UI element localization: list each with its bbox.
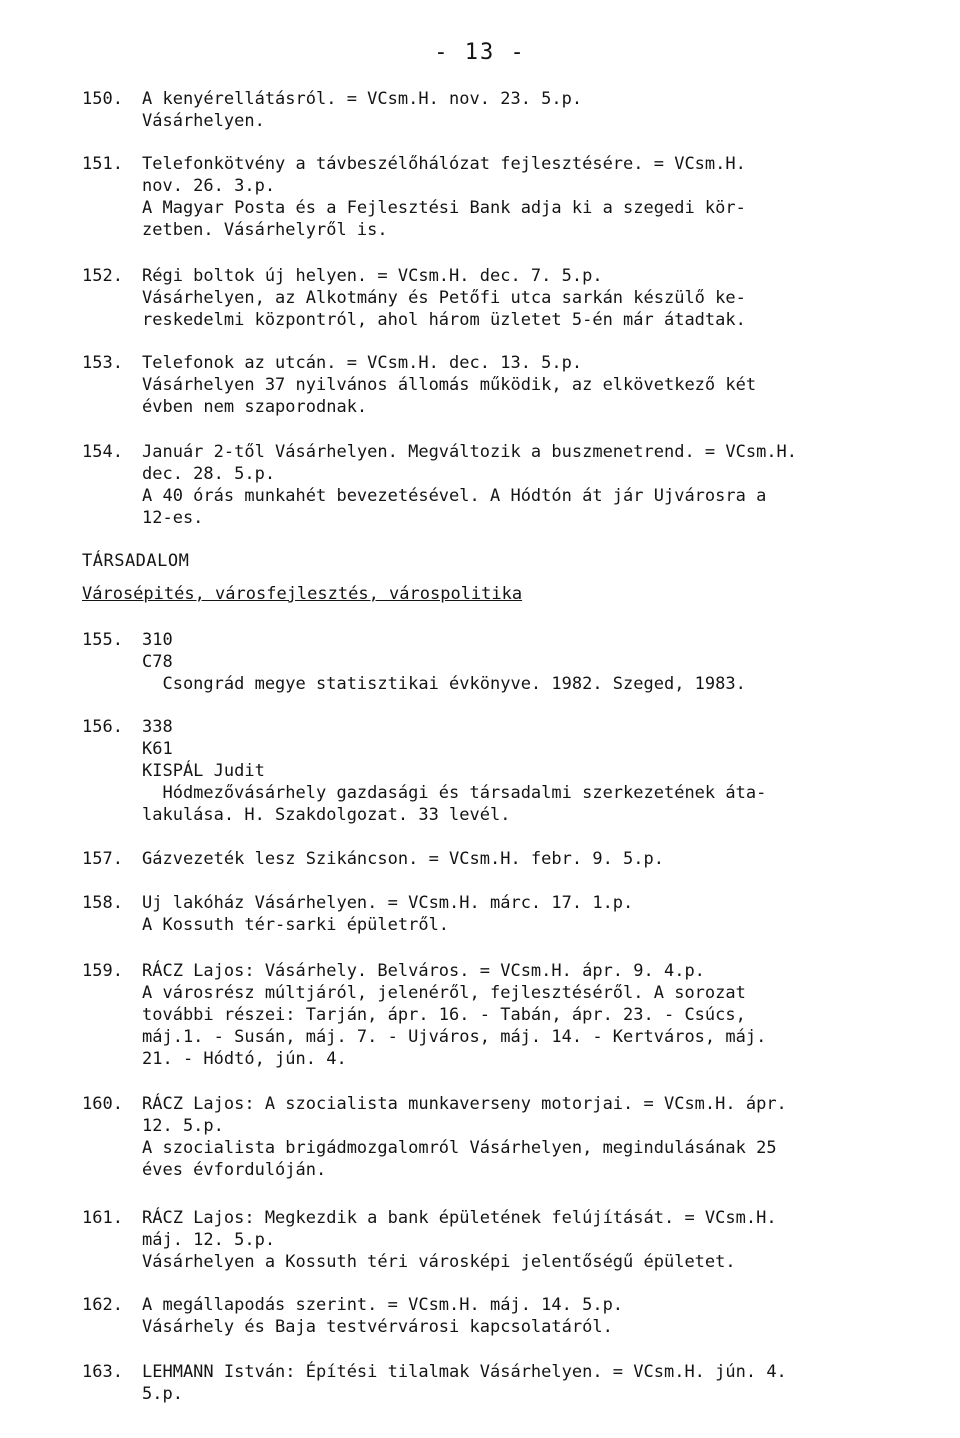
entry-number: 162. [82,1295,123,1315]
entry-number: 152. [82,266,123,286]
entry-line: A Kossuth tér-sarki épületről. [142,915,450,935]
entry-number: 154. [82,442,123,462]
entry-line: A Magyar Posta és a Fejlesztési Bank adja ki a szegedi kör- [142,198,746,218]
entry-number: 150. [82,89,123,109]
entry-body [142,848,922,870]
entry-line: K61 [142,739,173,759]
entry-line: reskedelmi központról, ahol három üzletet 5-én már átadtak. [142,310,746,330]
entry-line: Vásárhelyen, az Alkotmány és Petőfi utca sarkán készülő ke- [142,288,746,308]
entry-body [142,1207,922,1273]
entry-line: Uj lakóház Vásárhelyen. = VCsm.H. márc. 17. 1.p. [142,893,634,913]
entry-body [142,441,922,529]
entry-body [142,153,922,241]
entry-body [142,892,922,936]
entry-line: C78 [142,652,173,672]
entry-line: LEHMANN István: Építési tilalmak Vásárhelyen. = VCsm.H. jún. 4. [142,1362,787,1382]
entry-line: KISPÁL Judit [142,761,265,781]
entry-line: Vásárhely és Baja testvérvárosi kapcsolatáról. [142,1317,613,1337]
entry-body [142,352,922,418]
entry-body [142,1093,922,1181]
entry-line: A szocialista brigádmozgalomról Vásárhelyen, megindulásának 25 [142,1138,777,1158]
entry-line: RÁCZ Lajos: A szocialista munkaverseny motorjai. = VCsm.H. ápr. [142,1094,787,1114]
entry-body [142,88,922,132]
entry-line: A megállapodás szerint. = VCsm.H. máj. 14. 5.p. [142,1295,624,1315]
subsection-heading: Városépités, városfejlesztés, várospolitika [82,584,523,604]
entry-line: Vásárhelyen a Kossuth téri városképi jelentőségű épületet. [142,1252,736,1272]
entry-line: Régi boltok új helyen. = VCsm.H. dec. 7. 5.p. [142,266,603,286]
entry-line: Január 2-től Vásárhelyen. Megváltozik a buszmenetrend. = VCsm.H. [142,442,798,462]
page-number: - 13 - [434,40,526,65]
entry-line: évben nem szaporodnak. [142,397,368,417]
entry-line: zetben. Vásárhelyről is. [142,220,388,240]
entry-line: 12-es. [142,508,204,528]
entry-body [142,629,922,695]
entry-line: nov. 26. 3.p. [142,176,276,196]
entry-number: 160. [82,1094,123,1114]
entry-line: Vásárhelyen 37 nyilvános állomás működik, az elkövetkező két [142,375,757,395]
entry-number: 159. [82,961,123,981]
entry-line: RÁCZ Lajos: Megkezdik a bank épületének felújítását. = VCsm.H. [142,1208,777,1228]
entry-number: 153. [82,353,123,373]
entry-number: 156. [82,717,123,737]
entry-line: máj.1. - Susán, máj. 7. - Ujváros, máj. 14. - Kertváros, máj. [142,1027,767,1047]
section-heading: TÁRSADALOM [82,551,190,571]
entry-line: RÁCZ Lajos: Vásárhely. Belváros. = VCsm.H. ápr. 9. 4.p. [142,961,705,981]
entry-number: 158. [82,893,123,913]
entry-line: Telefonkötvény a távbeszélőhálózat fejlesztésére. = VCsm.H. [142,154,746,174]
entry-line: 5.p. [142,1384,183,1404]
entry-line: Vásárhelyen. [142,111,265,131]
entry-line: 310 [142,630,173,650]
entry-body [142,1361,922,1405]
entry-line: további részei: Tarján, ápr. 16. - Tabán, ápr. 23. - Csúcs, [142,1005,746,1025]
entry-number: 155. [82,630,123,650]
entry-line: 338 [142,717,173,737]
entry-number: 163. [82,1362,123,1382]
entry-line: 12. 5.p. [142,1116,224,1136]
entry-line: lakulása. H. Szakdolgozat. 33 levél. [142,805,511,825]
entry-line: 21. - Hódtó, jún. 4. [142,1049,347,1069]
entry-line: máj. 12. 5.p. [142,1230,276,1250]
entry-line: Hódmezővásárhely gazdasági és társadalmi szerkezetének áta- [142,783,767,803]
entry-body [142,716,922,826]
entry-line: Csongrád megye statisztikai évkönyve. 1982. Szeged, 1983. [142,674,746,694]
entry-number: 157. [82,849,123,869]
entry-body [142,960,922,1070]
entry-line: Gázvezeték lesz Szikáncson. = VCsm.H. febr. 9. 5.p. [142,849,664,869]
entry-body [142,1294,922,1338]
entry-line: A 40 órás munkahét bevezetésével. A Hódtón át jár Ujvárosra a [142,486,767,506]
entry-body [142,265,922,331]
entry-line: Telefonok az utcán. = VCsm.H. dec. 13. 5.p. [142,353,583,373]
entry-line: dec. 28. 5.p. [142,464,276,484]
entry-line: A kenyérellátásról. = VCsm.H. nov. 23. 5.p. [142,89,583,109]
entry-line: A városrész múltjáról, jelenéről, fejlesztéséről. A sorozat [142,983,746,1003]
entry-number: 151. [82,154,123,174]
entry-line: éves évfordulóján. [142,1160,327,1180]
entry-number: 161. [82,1208,123,1228]
